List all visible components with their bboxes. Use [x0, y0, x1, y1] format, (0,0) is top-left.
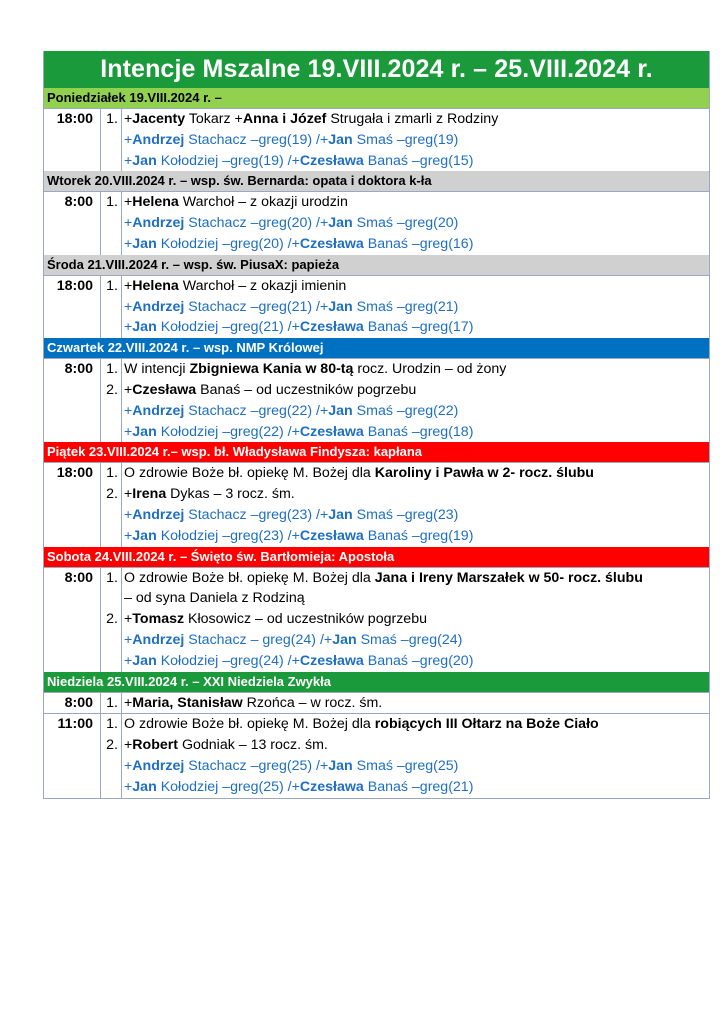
intention-text: + [124, 423, 133, 440]
intention-line [122, 151, 709, 172]
mass-time [44, 380, 100, 401]
intention-text: Jan [328, 402, 353, 419]
intention-text: Smaś –greg(21) [352, 298, 459, 315]
intention-text: + [124, 527, 133, 544]
intention-text: – od syna Daniela z Rodziną [124, 590, 305, 607]
mass-block [44, 692, 709, 714]
intention-number [101, 213, 121, 234]
intention-text: Banaś –greg(21) [363, 778, 474, 795]
day-section [44, 88, 709, 171]
mass-time [44, 151, 100, 172]
day-section [44, 547, 709, 672]
intention-text: Jan [328, 298, 353, 315]
intention-line [122, 463, 709, 484]
intention-text: + [124, 757, 133, 774]
time-column [44, 568, 101, 672]
mass-time: 18:00 [56, 277, 93, 294]
intention-line [122, 609, 709, 630]
mass-time: 18:00 [56, 465, 93, 482]
intention-text: Tokarz + [185, 111, 243, 127]
intention-line [122, 213, 709, 234]
intention-text: Jan [132, 527, 157, 544]
intention-line [122, 234, 709, 255]
intention-text: + [124, 152, 133, 169]
intention-text: + [124, 298, 133, 315]
intention-number [101, 234, 121, 255]
intention-number [101, 297, 121, 318]
mass-time [44, 588, 100, 609]
mass-time [44, 735, 100, 756]
intention-text: + [124, 131, 133, 148]
intention-number: 1. [106, 569, 118, 586]
intention-text: O zdrowie Boże bł. opiekę M. Bożej dla [124, 716, 375, 733]
number-column [101, 359, 122, 442]
intention-text: Jana i Ireny Marszałek w 50- rocz. ślubu [374, 569, 643, 586]
number-column [101, 693, 122, 714]
mass-time [44, 505, 100, 526]
mass-block [44, 462, 709, 546]
day-header: Sobota 24.VIII.2024 r. – Święto św. Bartłomieja: Apostoła [44, 547, 709, 567]
intention-text: Kołodziej –greg(24) /+ [156, 652, 300, 669]
intention-number [101, 756, 121, 777]
intention-line [122, 109, 709, 130]
intention-text: Stachacz – greg(24) /+ [184, 631, 333, 648]
intention-text: + [124, 235, 133, 252]
mass-time [44, 401, 100, 422]
number-column [101, 192, 122, 254]
intention-text: + [124, 737, 133, 754]
mass-time: 8:00 [64, 194, 93, 211]
intention-text: Andrzej [132, 757, 185, 774]
mass-time: 11:00 [57, 716, 93, 733]
intention-text: Stachacz –greg(25) /+ [184, 757, 329, 774]
intentions-column [122, 693, 709, 714]
intention-text: Jacenty [132, 111, 186, 127]
intention-text: Zbigniewa Kania w 80-tą [189, 361, 354, 378]
time-column [44, 276, 101, 338]
intention-number: 1. [106, 716, 118, 733]
time-column [44, 714, 101, 797]
intention-number [101, 401, 121, 422]
time-column [44, 693, 101, 714]
intention-line [122, 401, 709, 422]
intention-text: Smaś –greg(20) [352, 215, 459, 232]
intention-text: + [124, 486, 133, 503]
mass-time: 18:00 [56, 111, 93, 127]
intention-text: Robert [132, 737, 179, 754]
intention-text: Banaś –greg(18) [363, 423, 474, 440]
intention-line [122, 630, 709, 651]
number-column [101, 463, 122, 546]
mass-time [44, 317, 100, 338]
time-column [44, 192, 101, 254]
mass-time: 8:00 [64, 361, 93, 378]
mass-block [44, 108, 709, 171]
intention-text: Jan [328, 506, 353, 523]
intention-text: + [124, 215, 133, 232]
intention-number: 1. [106, 465, 118, 482]
intention-text: Tomasz [132, 611, 185, 628]
intention-text: Warchoł – z okazji imienin [178, 277, 347, 294]
intention-line [122, 317, 709, 338]
time-column [44, 463, 101, 546]
intention-text: Kołodziej –greg(20) /+ [156, 235, 300, 252]
intention-line [122, 693, 709, 714]
intention-line [122, 484, 709, 505]
day-section [44, 255, 709, 338]
mass-time [44, 630, 100, 651]
intention-text: + [124, 652, 133, 669]
intention-text: Andrzej [132, 631, 185, 648]
intention-text: Czesława [299, 652, 364, 669]
intention-text: + [124, 402, 133, 419]
intention-line [122, 359, 709, 380]
day-header: Środa 21.VIII.2024 r. – wsp. św. PiusaX: papieża [44, 255, 709, 275]
intention-text: Jan [332, 631, 357, 648]
intention-text: O zdrowie Boże bł. opiekę M. Bożej dla [124, 569, 375, 586]
intentions-column [122, 276, 709, 338]
day-header: Piątek 23.VIII.2024 r.– wsp. bł. Władysława Findysza: kapłana [44, 442, 709, 462]
mass-time [44, 609, 100, 630]
number-column [101, 714, 122, 797]
mass-block [44, 358, 709, 442]
intention-text: Czesława [132, 381, 197, 398]
intention-line [122, 505, 709, 526]
intention-text: rocz. Urodzin – od żony [353, 361, 507, 378]
intention-number [101, 422, 121, 443]
intention-number [101, 151, 121, 172]
intention-line [122, 526, 709, 547]
intention-text: Kłosowicz – od uczestników pogrzebu [184, 611, 427, 628]
intention-text: + [124, 778, 133, 795]
intention-text: Banaś –greg(20) [363, 652, 474, 669]
intention-text: Czesława [299, 152, 364, 169]
number-column [101, 276, 122, 338]
intention-text: Czesława [299, 319, 364, 336]
intention-text: Jan [328, 215, 353, 232]
intentions-column [122, 192, 709, 254]
intention-text: Strugała i zmarli z Rodziny [326, 111, 499, 127]
intentions-column [122, 463, 709, 546]
intention-text: Jan [132, 152, 157, 169]
mass-time [44, 234, 100, 255]
intention-text: + [124, 631, 133, 648]
intentions-column [122, 359, 709, 442]
intention-text: Smaś –greg(24) [356, 631, 463, 648]
intention-text: Andrzej [132, 402, 185, 419]
intention-text: Jan [132, 235, 157, 252]
intention-number: 2. [106, 486, 118, 503]
number-column [101, 109, 122, 171]
intention-line [122, 130, 709, 151]
intention-text: Jan [328, 757, 353, 774]
intention-text: Stachacz –greg(20) /+ [184, 215, 329, 232]
days-list [44, 88, 709, 798]
intention-number [101, 317, 121, 338]
mass-block [44, 191, 709, 254]
intention-text: Kołodziej –greg(23) /+ [156, 527, 300, 544]
intentions-column [122, 714, 709, 797]
intention-text: + [124, 277, 133, 294]
intention-text: Jan [132, 319, 157, 336]
mass-time [44, 651, 100, 672]
mass-time: 8:00 [64, 569, 93, 586]
day-header: Poniedziałek 19.VIII.2024 r. – [44, 88, 709, 108]
intention-text: Stachacz –greg(21) /+ [184, 298, 329, 315]
intention-text: Kołodziej –greg(22) /+ [156, 423, 300, 440]
intention-text: Smaś –greg(25) [352, 757, 459, 774]
intention-line [122, 276, 709, 297]
mass-time [44, 130, 100, 151]
intention-text: Kołodziej –greg(19) /+ [156, 152, 300, 169]
intention-text: Jan [328, 131, 353, 148]
mass-time [44, 526, 100, 547]
intention-text: Banaś –greg(16) [363, 235, 474, 252]
intention-number: 1. [106, 277, 118, 294]
intention-text: Irena [132, 486, 167, 503]
mass-block [44, 275, 709, 338]
day-section [44, 171, 709, 254]
intention-number: 2. [106, 381, 118, 398]
intention-line [122, 735, 709, 756]
day-section [44, 442, 709, 546]
intention-text: Kołodziej –greg(25) /+ [156, 778, 300, 795]
intention-text: Andrzej [132, 131, 185, 148]
intention-line [122, 714, 709, 735]
intention-number: 1. [106, 694, 118, 711]
intention-text: O zdrowie Boże bł. opiekę M. Bożej dla [124, 465, 375, 482]
intention-text: Maria, Stanisław [132, 694, 243, 711]
intention-text: robiących III Ołtarz na Boże Ciało [374, 716, 599, 733]
intention-text: Czesława [299, 235, 364, 252]
intention-line [122, 756, 709, 777]
intention-number: 2. [106, 611, 118, 628]
intention-number [101, 651, 121, 672]
intention-text: Dykas – 3 rocz. śm. [166, 486, 295, 503]
intention-text: Czesława [299, 423, 364, 440]
intention-text: Godniak – 13 rocz. śm. [178, 737, 328, 754]
intention-text: Andrzej [132, 215, 185, 232]
intention-line [122, 588, 709, 609]
mass-time [44, 213, 100, 234]
intention-text: Warchoł – z okazji urodzin [178, 194, 348, 211]
intentions-sheet [43, 51, 710, 799]
intention-text: Jan [132, 778, 157, 795]
intention-number: 1. [106, 111, 118, 127]
intention-number [101, 588, 121, 609]
mass-time [44, 484, 100, 505]
intention-number [101, 526, 121, 547]
intention-number: 1. [106, 194, 118, 211]
intention-text: Andrzej [132, 298, 185, 315]
intention-text: + [124, 694, 133, 711]
intention-text: Banaś –greg(15) [363, 152, 474, 169]
day-section [44, 338, 709, 442]
intention-text: Anna i Józef [242, 111, 327, 127]
page-title: Intencje Mszalne 19.VIII.2024 r. – 25.VIII.2024 r. [44, 51, 709, 88]
number-column [101, 568, 122, 672]
intention-text: Jan [132, 652, 157, 669]
intention-line [122, 297, 709, 318]
intention-line [122, 380, 709, 401]
intention-text: Banaś – od uczestników pogrzebu [196, 381, 417, 398]
intention-number [101, 777, 121, 798]
mass-block [44, 567, 709, 672]
intention-text: Stachacz –greg(22) /+ [184, 402, 329, 419]
intention-text: Banaś –greg(19) [363, 527, 474, 544]
intention-line [122, 777, 709, 798]
day-header: Czwartek 22.VIII.2024 r. – wsp. NMP Królowej [44, 338, 709, 358]
intention-line [122, 651, 709, 672]
intention-text: Stachacz –greg(23) /+ [184, 506, 329, 523]
intention-line [122, 568, 709, 589]
intention-number [101, 130, 121, 151]
intention-text: Andrzej [132, 506, 185, 523]
intention-text: + [124, 381, 133, 398]
mass-block [44, 713, 709, 797]
time-column [44, 109, 101, 171]
intention-number: 2. [106, 737, 118, 754]
intention-text: Smaś –greg(23) [352, 506, 459, 523]
intention-text: Czesława [299, 527, 364, 544]
intention-text: Rzońca – w rocz. śm. [242, 694, 383, 711]
intention-text: W intencji [124, 361, 190, 378]
time-column [44, 359, 101, 442]
intention-text: Kołodziej –greg(21) /+ [156, 319, 300, 336]
day-header: Wtorek 20.VIII.2024 r. – wsp. św. Bernarda: opata i doktora k-ła [44, 171, 709, 191]
intention-text: Karoliny i Pawła w 2- rocz. ślubu [374, 465, 594, 482]
intention-text: Helena [132, 194, 179, 211]
mass-time: 8:00 [64, 694, 93, 711]
intentions-column [122, 109, 709, 171]
intention-text: Stachacz –greg(19) /+ [184, 131, 329, 148]
intention-line [122, 192, 709, 213]
day-section [44, 672, 709, 798]
intention-text: + [124, 506, 133, 523]
mass-time [44, 297, 100, 318]
mass-time [44, 756, 100, 777]
day-header: Niedziela 25.VIII.2024 r. – XXI Niedziela Zwykła [44, 672, 709, 692]
intention-text: Helena [132, 277, 179, 294]
intention-text: + [124, 611, 133, 628]
mass-time [44, 777, 100, 798]
intention-text: + [124, 194, 133, 211]
intention-text: + [124, 319, 133, 336]
intention-text: Czesława [299, 778, 364, 795]
intention-number [101, 505, 121, 526]
intention-text: Jan [132, 423, 157, 440]
intention-text: + [124, 111, 133, 127]
intention-number [101, 630, 121, 651]
intentions-column [122, 568, 709, 672]
intention-line [122, 422, 709, 443]
intention-text: Smaś –greg(19) [352, 131, 459, 148]
intention-number: 1. [106, 361, 118, 378]
intention-text: Smaś –greg(22) [352, 402, 459, 419]
mass-time [44, 422, 100, 443]
intention-text: Banaś –greg(17) [363, 319, 474, 336]
